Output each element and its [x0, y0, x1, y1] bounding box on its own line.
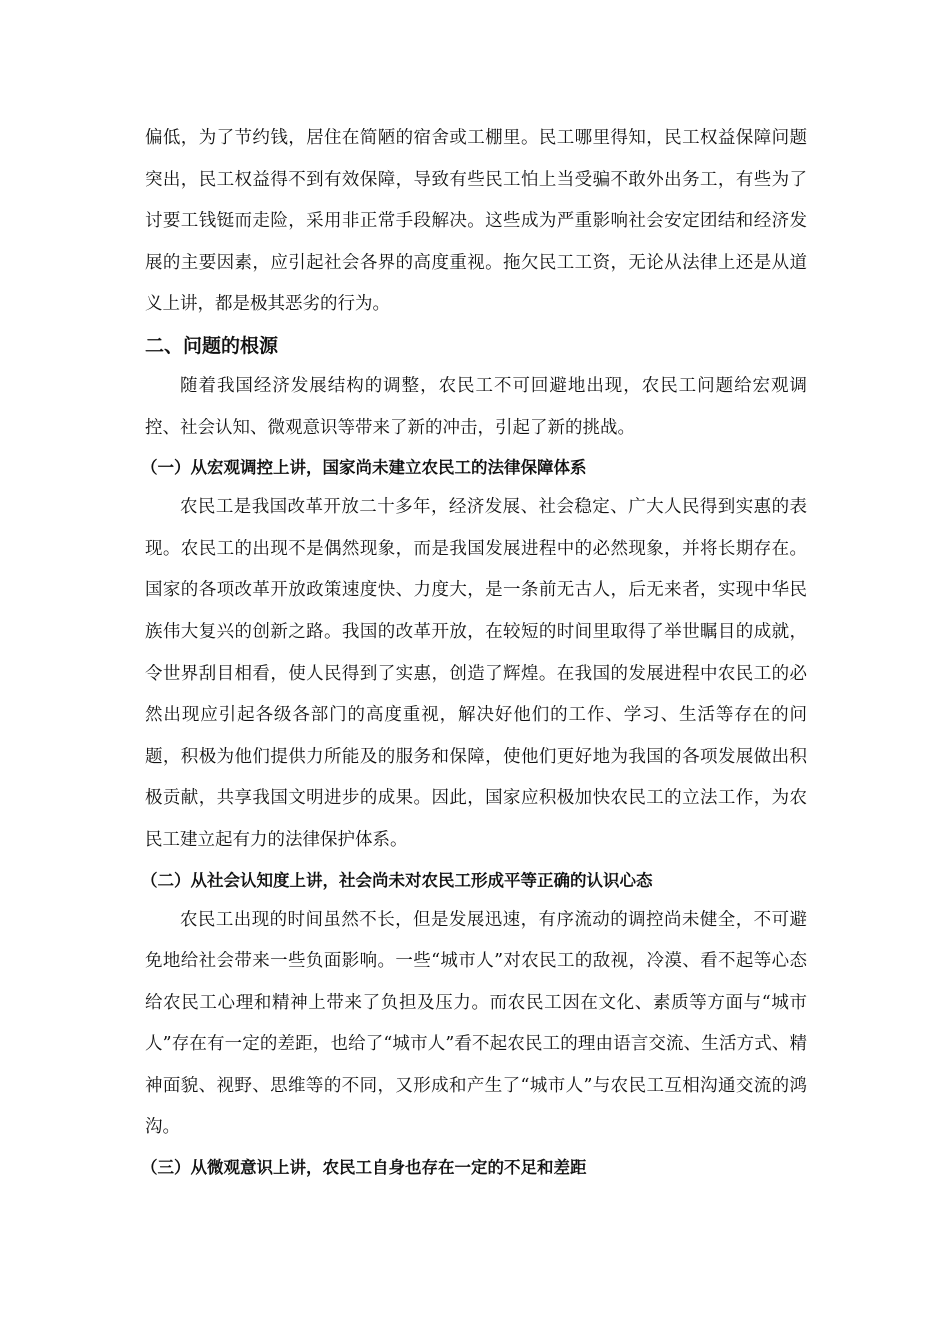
paragraph-intro: 偏低，为了节约钱，居住在简陋的宿舍或工棚里。民工哪里得知，民工权益保障问题突出，民工权益得不到有效保障，导致有些民工怕上当受骗不敢外出务工，有些为了讨要工钱铤而走险，采用非正常手段解决。这些成为严重影响社会安定团结和经济发展的主要因素，应引起社会各界的高度重视。拖欠民工工资，无论从法律上还是从道义上讲，都是极其恶劣的行为。 [145, 128, 807, 315]
paragraph-macro: 农民工是我国改革开放二十多年，经济发展、社会稳定、广大人民得到实惠的表现。农民工的出现不是偶然现象，而是我国发展进程中的必然现象，并将长期存在。国家的各项改革开放政策速度快、力度大，是一条前无古人，后无来者，实现中华民族伟大复兴的创新之路。我国的改革开放，在较短的时间里取得了举世瞩目的成就，令世界刮目相看，使人民得到了实惠，创造了辉煌。在我国的发展进程中农民工的必然出现应引起各级各部门的高度重视，解决好他们的工作、学习、生活等存在的问题，积极为他们提供力所能及的服务和保障，使他们更好地为我国的各项发展做出积极贡献，共享我国文明进步的成果。因此，国家应积极加快农民工的立法工作，为农民工建立起有力的法律保护体系。 [145, 497, 807, 850]
document-page [141, 118, 807, 1187]
paragraph-root: 随着我国经济发展结构的调整，农民工不可回避地出现，农民工问题给宏观调控、社会认知、微观意识等带来了新的冲击，引起了新的挑战。 [145, 375, 807, 438]
section-heading: 二、问题的根源 [145, 334, 279, 357]
subsection-heading-3: （三）从微观意识上讲，农民工自身也存在一定的不足和差距 [141, 1158, 587, 1178]
subsection-heading-1: （一）从宏观调控上讲，国家尚未建立农民工的法律保障体系 [141, 458, 587, 478]
paragraph-social: 农民工出现的时间虽然不长，但是发展迅速，有序流动的调控尚未健全，不可避免地给社会带来一些负面影响。一些“城市人”对农民工的敌视，冷漠、看不起等心态给农民工心理和精神上带来了负担及压力。而农民工因在文化、素质等方面与“城市人”存在有一定的差距，也给了“城市人”看不起农民工的理由语言交流、生活方式、精神面貌、视野、思维等的不同，又形成和产生了“城市人”与农民工互相沟通交流的鸿沟。 [145, 909, 807, 1138]
subsection-heading-2: （二）从社会认知度上讲，社会尚未对农民工形成平等正确的认识心态 [141, 870, 653, 890]
